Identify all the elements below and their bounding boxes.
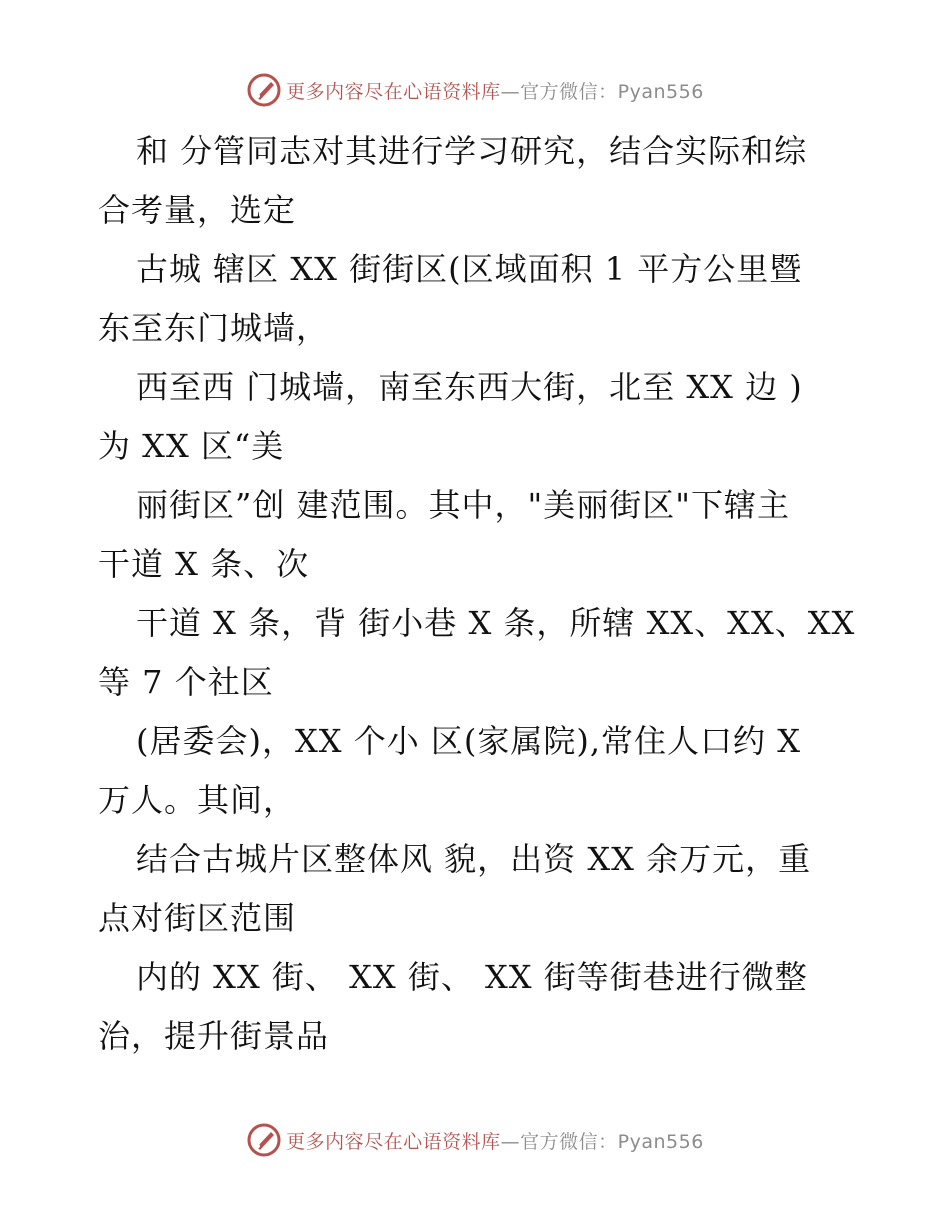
line: 等 7 个社区 xyxy=(98,663,274,701)
line: 合考量，选定 xyxy=(98,191,297,229)
paragraph-2 xyxy=(98,240,858,358)
footer-watermark-dash: — xyxy=(500,1130,521,1153)
header-watermark-wechat: 官方微信：Pyan556 xyxy=(520,80,704,103)
paragraph-1 xyxy=(98,122,858,240)
line: 万人。其间， xyxy=(98,781,297,819)
line: 古城 辖区 XX 街街区(区域面积 1 平方公里暨 xyxy=(136,250,803,288)
footer-watermark-red: 更多内容尽在心语资料库 xyxy=(286,1130,501,1153)
header-watermark-text xyxy=(286,77,704,104)
footer-watermark-text xyxy=(286,1127,704,1154)
header-watermark-red: 更多内容尽在心语资料库 xyxy=(286,80,501,103)
document-body xyxy=(98,122,858,1066)
line: (居委会)，XX 个小 区(家属院),常住人口约 X xyxy=(136,722,801,760)
line: 干道 X 条，背 街小巷 X 条，所辖 XX、XX、XX xyxy=(136,604,856,642)
line: 结合古城片区整体风 貌，出资 XX 余万元，重 xyxy=(136,840,812,878)
footer-watermark-wechat: 官方微信：Pyan556 xyxy=(520,1130,704,1153)
header-watermark-dash: — xyxy=(500,80,521,103)
line: 干道 X 条、次 xyxy=(98,545,310,583)
paragraph-6 xyxy=(98,712,858,830)
paragraph-4 xyxy=(98,476,858,594)
pen-logo-icon xyxy=(246,72,282,108)
paragraph-7 xyxy=(98,830,858,948)
pen-logo-icon xyxy=(246,1122,282,1158)
line: 内的 XX 街、 XX 街、 XX 街等街巷进行微整 xyxy=(136,958,808,996)
line: 东至东门城墙， xyxy=(98,309,330,347)
line: 丽街区”创 建范围。其中，"美丽街区"下辖主 xyxy=(136,486,790,524)
footer-watermark-banner xyxy=(0,1120,950,1160)
line: 西至西 门城墙，南至东西大街，北至 XX 边 ) xyxy=(136,368,803,406)
line: 治，提升街景品 xyxy=(98,1017,330,1055)
paragraph-5 xyxy=(98,594,858,712)
paragraph-8 xyxy=(98,948,858,1066)
line: 为 XX 区“美 xyxy=(98,427,285,465)
line: 和 分管同志对其进行学习研究，结合实际和综 xyxy=(136,132,808,170)
line: 点对街区范围 xyxy=(98,899,297,937)
header-watermark-banner xyxy=(0,70,950,110)
paragraph-3 xyxy=(98,358,858,476)
